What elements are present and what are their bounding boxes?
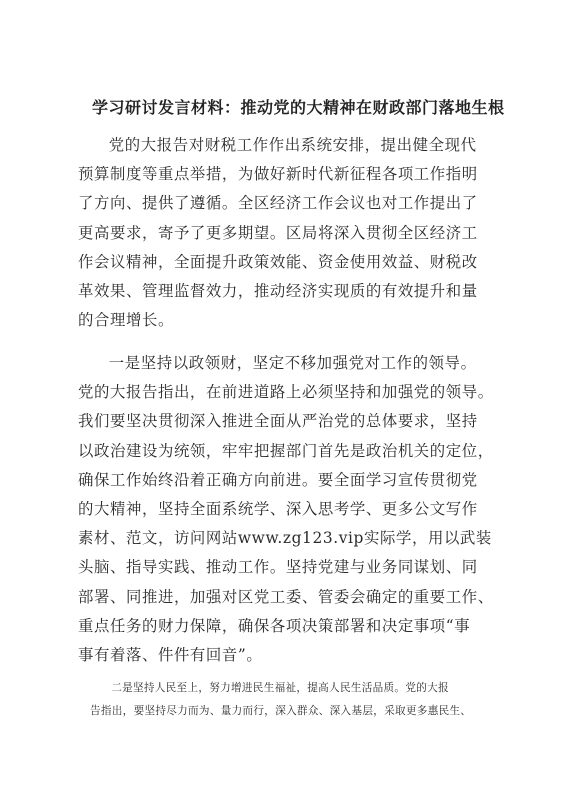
text-line: 告指出，要坚持尽力而为、量力而行，深入群众、深入基层，采取更多惠民生、: [90, 705, 472, 717]
text-line: 党的大报告指出，在前进道路上必须坚持和加强党的领导。: [78, 383, 494, 402]
text-line: 以政治建设为统领，牢牢把握部门首先是政治机关的定位，: [78, 441, 494, 460]
text-line: 我们要坚决贯彻深入推进全面从严治党的总体要求，坚持: [78, 412, 478, 431]
text-line: 的合理增长。: [78, 311, 174, 330]
text-line: 了方向、提供了遵循。全区经济工作会议也对工作提出了: [78, 194, 478, 213]
text-line: 部署、同推进，加强对区党工委、管委会确定的重要工作、: [78, 587, 494, 606]
text-line: 的大精神，坚持全面系统学、深入思考学、更多公文写作: [78, 500, 478, 519]
text-line: 预算制度等重点举措，为做好新时代新征程各项工作指明: [78, 165, 478, 184]
paragraph-budget-overview: [78, 131, 492, 335]
text-line: 一是坚持以政领财，坚定不移加强党对工作的领导。: [108, 354, 477, 372]
text-line: 更高要求，寄予了更多期望。区局将深入贯彻全区经济工: [78, 223, 478, 242]
text-line: 作会议精神，全面提升政策效能、资金使用效益、财税改: [78, 252, 478, 271]
document-title: 学习研讨发言材料：推动党的大精神在财政部门落地生根: [92, 98, 505, 117]
text-line: 重点任务的财力保障，确保各项决策部署和决定事项“事: [78, 616, 471, 635]
text-line: 事有着落、件件有回音”。: [78, 646, 263, 665]
paragraph-party-leadership: [78, 349, 492, 670]
text-line: 党的大报告对财税工作作出系统安排，提出健全现代: [108, 136, 477, 154]
text-line: 素材、范文，访问网站www.zg123.vip实际学，用以武装: [78, 529, 492, 548]
text-line: 头脑、指导实践、推动工作。坚持党建与业务同谋划、同: [78, 558, 478, 577]
paragraph-people-first: [90, 677, 490, 723]
text-line: 确保工作始终沿着正确方向前进。要全面学习宣传贯彻党: [78, 470, 478, 489]
text-line: 革效果、管理监督效力，推动经济实现质的有效提升和量: [78, 282, 478, 301]
text-line: 二是坚持人民至上，努力增进民生福祉，提高人民生活品质。党的大报: [111, 682, 449, 694]
